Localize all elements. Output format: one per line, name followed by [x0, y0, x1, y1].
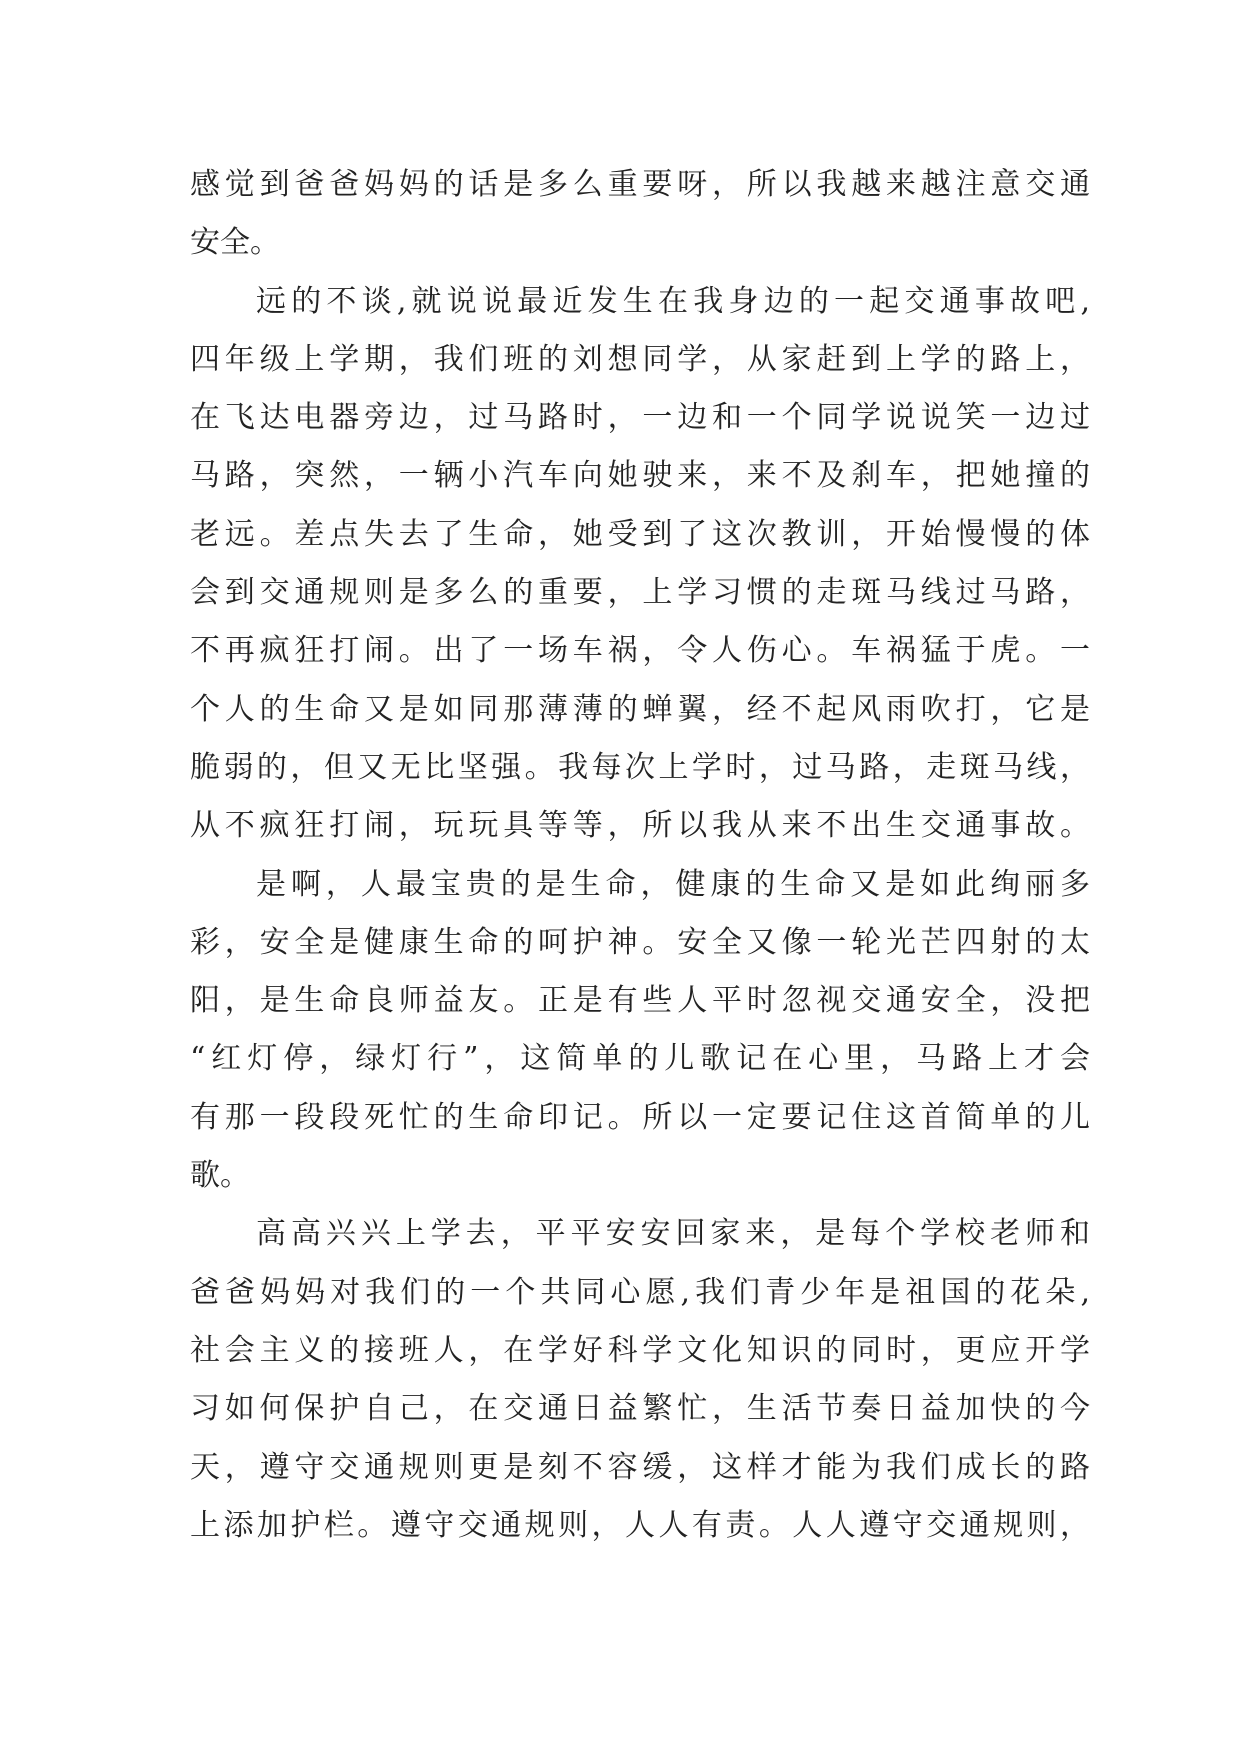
text-line: 彩，安全是健康生命的呵护神。安全又像一轮光芒四射的太 [190, 924, 1090, 960]
text-line: 高高兴兴上学去，平平安安回家来，是每个学校老师和 [256, 1216, 1090, 1252]
text-line: 四年级上学期，我们班的刘想同学，从家赶到上学的路上， [190, 341, 1090, 377]
text-line: 天，遵守交通规则更是刻不容缓，这样才能为我们成长的路 [190, 1449, 1090, 1485]
text-line: 是啊，人最宝贵的是生命，健康的生命又是如此绚丽多 [256, 866, 1090, 902]
text-line: 远的不谈,就说说最近发生在我身边的一起交通事故吧, [256, 283, 1090, 319]
text-line: 社会主义的接班人，在学好科学文化知识的同时，更应开学 [190, 1332, 1090, 1368]
text-line: 爸爸妈妈对我们的一个共同心愿,我们青少年是祖国的花朵, [190, 1274, 1090, 1310]
text-line: 上添加护栏。遵守交通规则，人人有责。人人遵守交通规则， [190, 1507, 1090, 1543]
text-line: 安全。 [190, 225, 280, 261]
text-line: 有那一段段死忙的生命印记。所以一定要记住这首简单的儿 [190, 1099, 1090, 1135]
body-text [190, 156, 1090, 1555]
text-line: 老远。差点失去了生命，她受到了这次教训，开始慢慢的体 [190, 516, 1090, 552]
text-line: 会到交通规则是多么的重要，上学习惯的走斑马线过马路， [190, 575, 1090, 611]
text-line: 习如何保护自己，在交通日益繁忙，生活节奏日益加快的今 [190, 1391, 1090, 1427]
text-line: 感觉到爸爸妈妈的话是多么重要呀，所以我越来越注意交通 [190, 167, 1090, 202]
text-line: “红灯停，绿灯行”，这简单的儿歌记在心里，马路上才会 [190, 1041, 1090, 1077]
text-line: 阳，是生命良师益友。正是有些人平时忽视交通安全，没把 [190, 983, 1090, 1019]
text-line: 马路，突然，一辆小汽车向她驶来，来不及刹车，把她撞的 [190, 458, 1090, 494]
text-line: 在飞达电器旁边，过马路时，一边和一个同学说说笑一边过 [190, 400, 1090, 436]
text-line: 歌。 [190, 1158, 250, 1194]
text-line: 不再疯狂打闹。出了一场车祸，令人伤心。车祸猛于虎。一 [190, 633, 1090, 669]
text-line: 个人的生命又是如同那薄薄的蝉翼，经不起风雨吹打，它是 [190, 691, 1090, 727]
text-line: 从不疯狂打闹，玩玩具等等，所以我从来不出生交通事故。 [190, 808, 1090, 844]
text-line: 脆弱的，但又无比坚强。我每次上学时，过马路，走斑马线， [190, 749, 1090, 785]
